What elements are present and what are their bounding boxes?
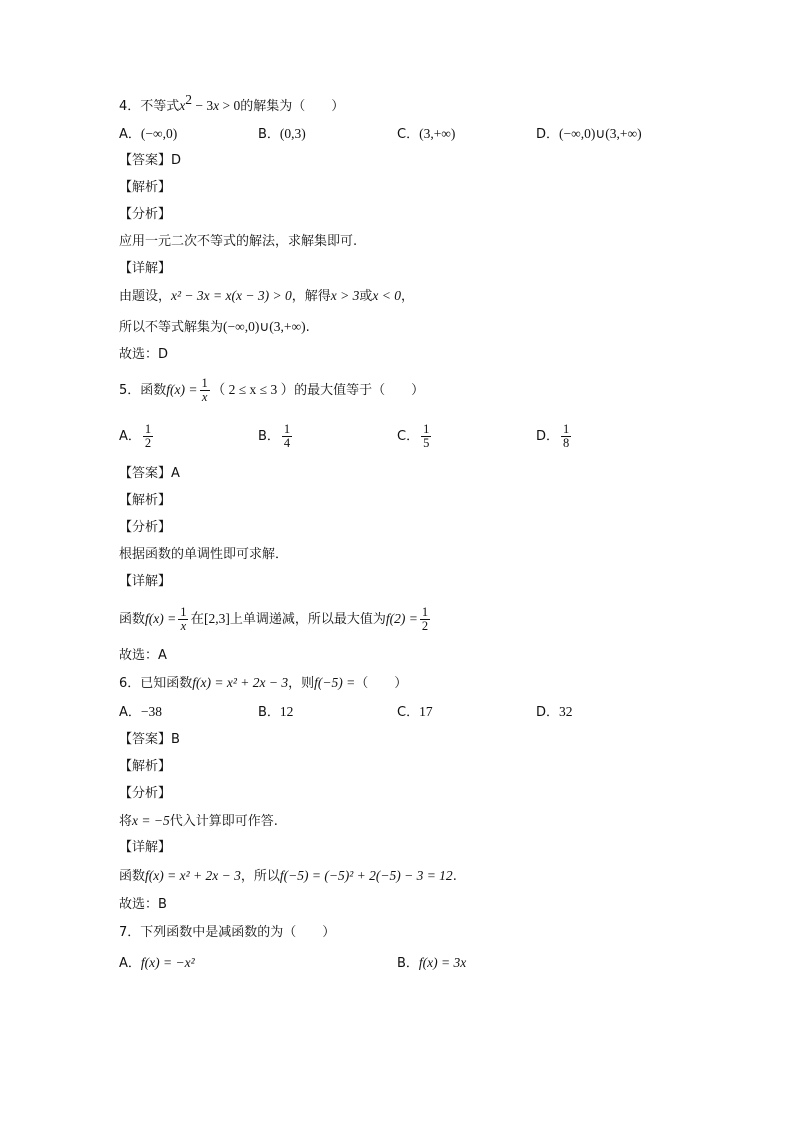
q6-fenxi-heading: 【分析】 xyxy=(119,786,172,801)
q5-option-d: D． $\frac{1}{8}$ xyxy=(536,422,570,450)
q5-xiangjie-heading: 【详解】 xyxy=(119,574,172,589)
q5-option-b: B． $\frac{1}{4}$ xyxy=(258,422,291,450)
q5-jiexi-heading: 【解析】 xyxy=(119,493,172,508)
q6-xiangjie-heading: 【详解】 xyxy=(119,840,172,855)
q4-fenxi-text: 应用一元二次不等式的解法，求解集即可. xyxy=(119,234,358,249)
q6-option-c: C．17 xyxy=(397,704,433,720)
q4-option-c: C．(3,+∞) xyxy=(397,126,456,142)
q5-fenxi-text: 根据函数的单调性即可求解． xyxy=(119,547,289,562)
q5-stem: 5．函数f(x) = $\frac{1}{x}$ （ 2 ≤ x ≤ 3 ）的最大值等于（ ） xyxy=(119,376,425,404)
q6-choose: 故选：B xyxy=(119,897,167,912)
q7-option-a: A．f(x) = −x² xyxy=(119,955,195,971)
q6-fenxi-text: 将x = −5代入计算即可作答. xyxy=(119,813,278,829)
q5-stem-fraction: $\frac{1}{x}$ xyxy=(201,376,208,404)
q4-stem: 4．不等式$x^2 - 3x > 0$的解集为（ ） xyxy=(119,92,345,114)
q4-xiangjie-heading: 【详解】 xyxy=(119,261,172,276)
q7-stem: 7．下列函数中是减函数的为（ ） xyxy=(119,925,336,940)
q6-option-d: D．32 xyxy=(536,704,573,720)
q4-choose: 故选：D xyxy=(119,347,169,362)
q5-answer: 【答案】A xyxy=(119,466,180,481)
q4-jiexi-heading: 【解析】 xyxy=(119,180,172,195)
q4-option-d: D．(−∞,0)∪(3,+∞) xyxy=(536,126,642,142)
q5-choose: 故选：A xyxy=(119,648,167,663)
q6-detail-line: 函数f(x) = x² + 2x − 3，所以f(−5) = (−5)² + 2(−5) − 3 = 12. xyxy=(119,868,457,884)
q4-detail-line-2: 所以不等式解集为(−∞,0)∪(3,+∞). xyxy=(119,319,310,335)
q4-option-a: A．(−∞,0) xyxy=(119,126,178,142)
q5-option-c: C． $\frac{1}{5}$ xyxy=(397,422,430,450)
q6-answer: 【答案】B xyxy=(119,732,180,747)
q6-stem: 6．已知函数f(x) = x² + 2x − 3，则f(−5) =（ ） xyxy=(119,675,408,691)
q4-answer: 【答案】D xyxy=(119,153,182,168)
q6-option-a: A．−38 xyxy=(119,704,163,720)
q5-fenxi-heading: 【分析】 xyxy=(119,520,172,535)
q6-jiexi-heading: 【解析】 xyxy=(119,759,172,774)
q4-option-b: B．(0,3) xyxy=(258,126,306,142)
q5-option-a: A． $\frac{1}{2}$ xyxy=(119,422,152,450)
q7-option-b: B．f(x) = 3x xyxy=(397,955,467,971)
q5-detail-line: 函数f(x) = $\frac{1}{x}$ 在[2,3]上单调递减，所以最大值为f(2) = $\frac{1}{2}$ xyxy=(119,605,429,633)
q4-detail-line-1: 由题设，x² − 3x = x(x − 3) > 0，解得x > 3或x < 0， xyxy=(119,288,414,304)
q6-option-b: B．12 xyxy=(258,704,294,720)
q4-fenxi-heading: 【分析】 xyxy=(119,207,172,222)
